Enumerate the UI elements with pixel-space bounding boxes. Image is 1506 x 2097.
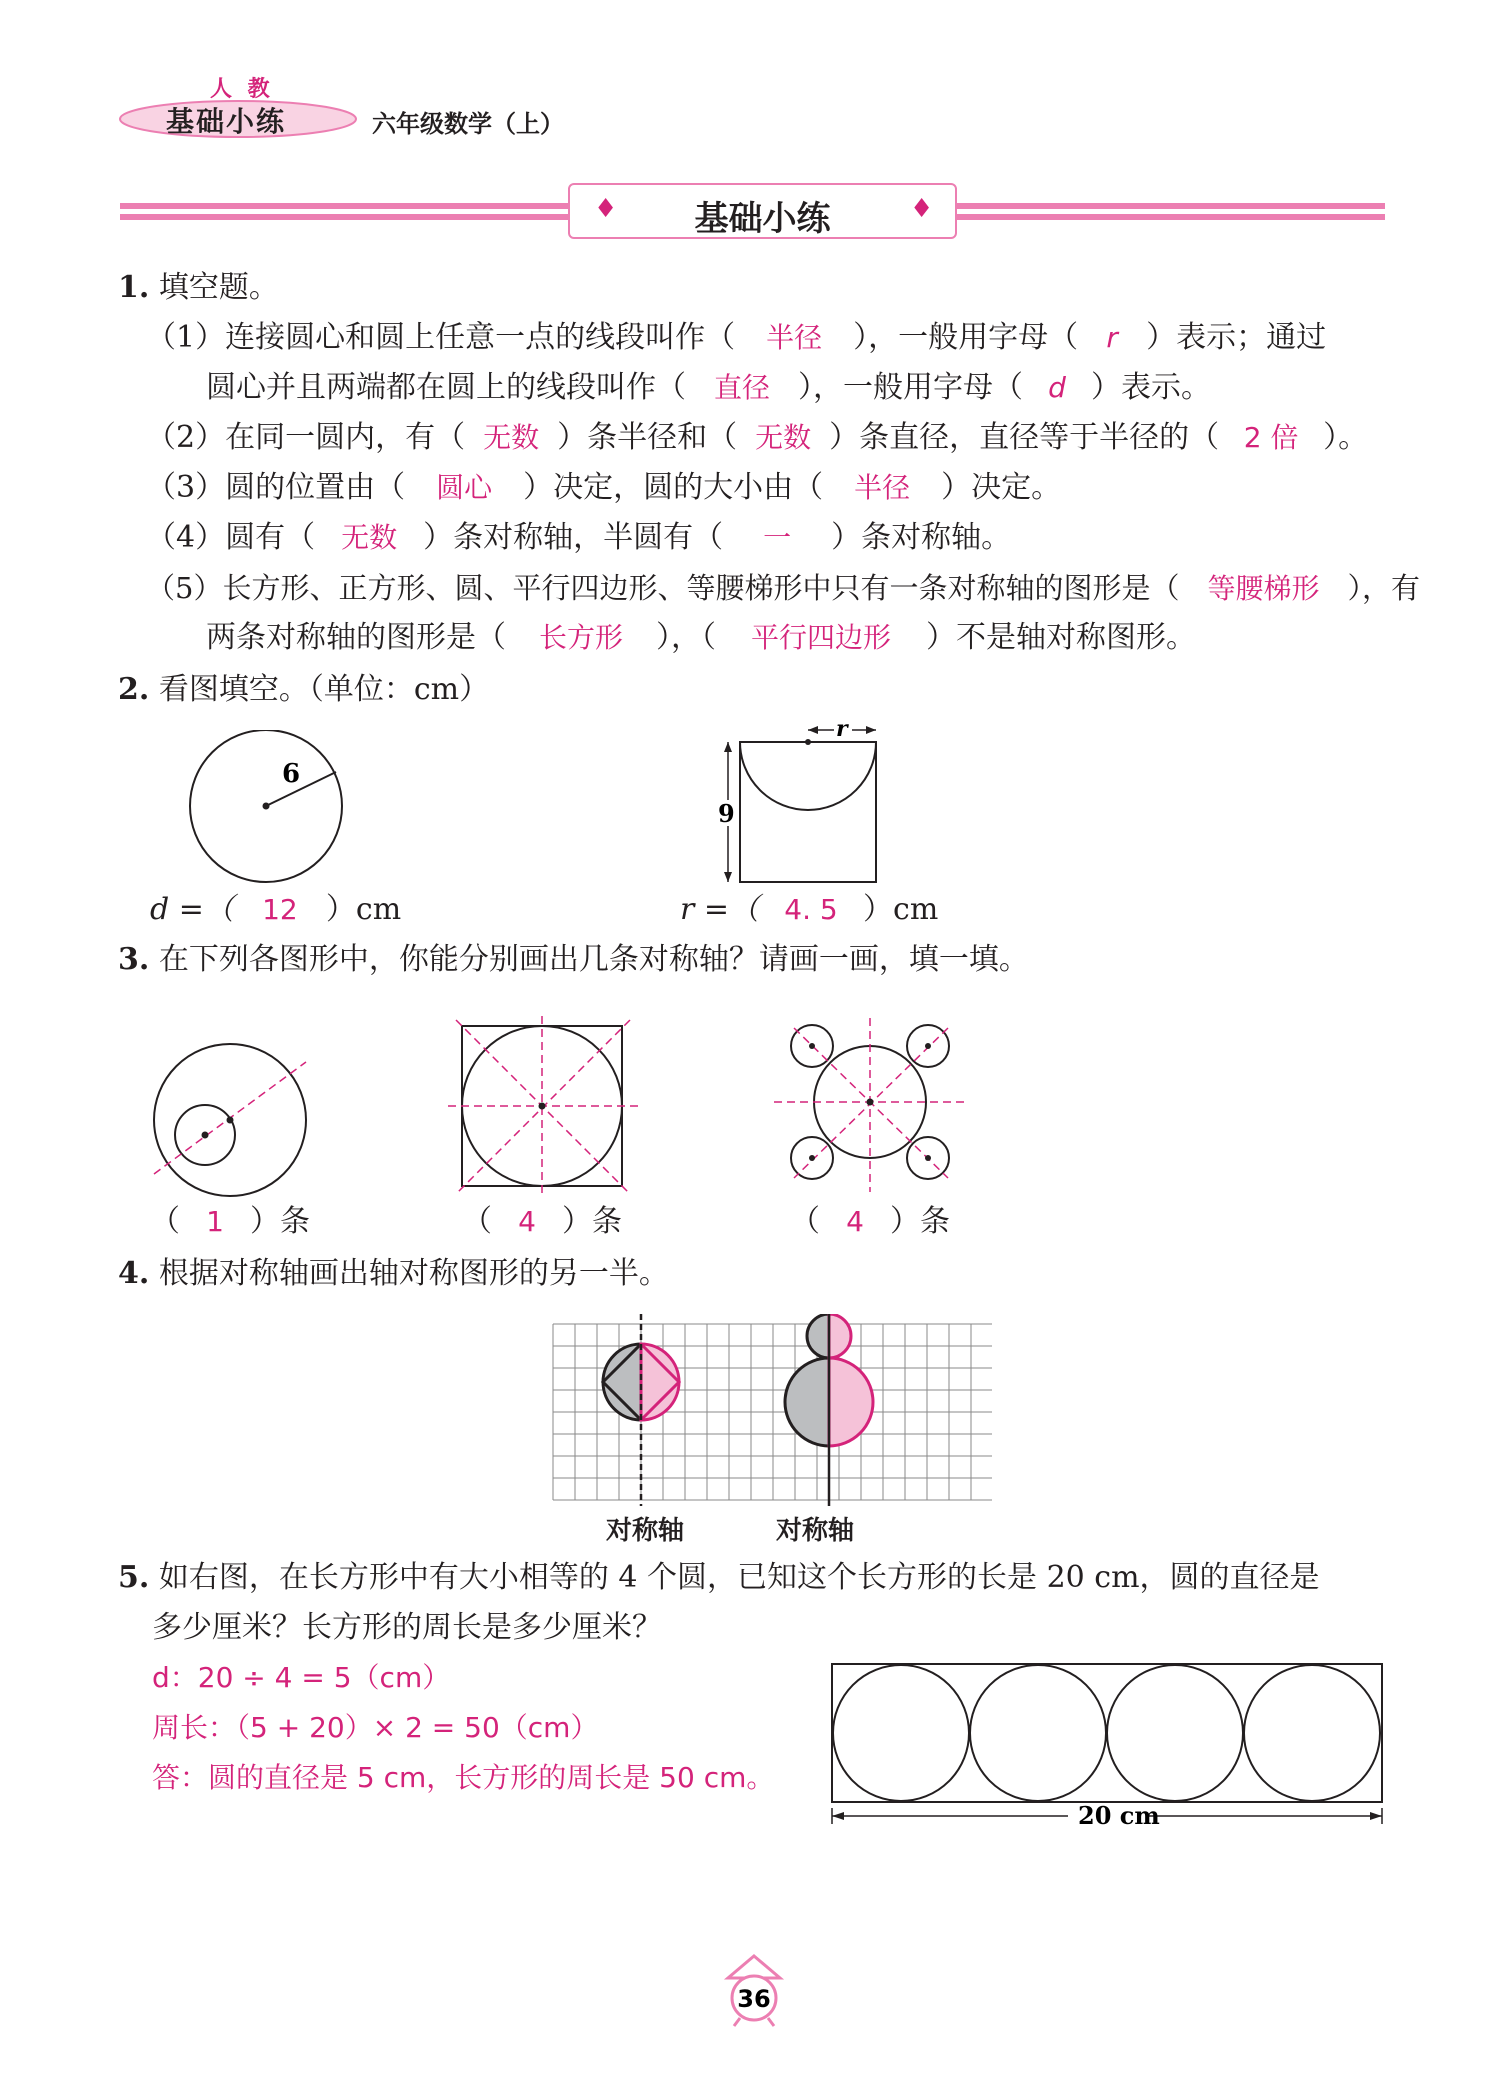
publisher-label: 人 教 xyxy=(210,77,274,102)
q5-line-1 xyxy=(118,1558,1320,1598)
answer: 2 倍 xyxy=(1243,421,1299,454)
text: ），一般用字母（ xyxy=(798,370,1023,405)
center-dot xyxy=(202,1132,209,1139)
grade-label: 六年级数学（上） xyxy=(372,110,564,138)
text: （1）连接圆心和圆上任意一点的线段叫作（ xyxy=(146,320,736,355)
answer: 平行四边形 xyxy=(750,621,891,654)
arrow-right-icon xyxy=(1370,1812,1382,1820)
circle xyxy=(1107,1665,1243,1801)
r-label: r xyxy=(836,722,848,742)
q3-figure-2 xyxy=(444,1008,644,1208)
answer: 等腰梯形 xyxy=(1207,572,1320,605)
q3-title: 在下列各图形中，你能分别画出几条对称轴？请画一画，填一填。 xyxy=(158,942,1029,977)
q5-answer-3: 答：圆的直径是 5 cm，长方形的周长是 50 cm。 xyxy=(152,1761,775,1794)
q2-square-figure xyxy=(712,722,892,892)
text: ），一般用字母（ xyxy=(853,320,1079,355)
answer: 长方形 xyxy=(538,621,623,654)
q5-answer-1: d：20 ÷ 4 = 5（cm） xyxy=(152,1661,451,1694)
text: ）cm xyxy=(863,892,939,927)
center-dot xyxy=(539,1103,546,1110)
q5-number: 5. xyxy=(118,1560,150,1595)
axis-label-1: 对称轴 xyxy=(606,1516,685,1546)
text: ）条 xyxy=(250,1204,310,1239)
text: 圆心并且两端都在圆上的线段叫作（ xyxy=(206,370,686,405)
q3-number: 3. xyxy=(118,942,150,977)
q2-number: 2. xyxy=(118,672,150,707)
text: （5）长方形、正方形、圆、平行四边形、等腰梯形中只有一条对称轴的图形是（ xyxy=(146,571,1180,605)
text: ）条对称轴。 xyxy=(831,520,1012,555)
q3-answer-1 xyxy=(150,1202,310,1242)
q1-number: 1. xyxy=(118,270,150,305)
center-dot xyxy=(809,1043,815,1049)
text: ）条 xyxy=(562,1204,622,1239)
q1-heading xyxy=(118,268,279,308)
drawn-half-big-circle xyxy=(829,1358,873,1446)
series-label: 基础小练 xyxy=(166,105,287,138)
q1-item-4 xyxy=(146,518,1011,558)
answer: r xyxy=(1106,321,1118,354)
q1-item-5-line-1 xyxy=(146,568,1420,609)
q5-line-2: 多少厘米？长方形的周长是多少厘米？ xyxy=(152,1610,662,1645)
text: ）表示；通过 xyxy=(1146,320,1327,355)
center-dot xyxy=(805,739,811,745)
text: （ xyxy=(790,1204,820,1239)
arrow-down-icon xyxy=(724,872,732,882)
q3-figure-1 xyxy=(140,1030,320,1210)
text: （ xyxy=(462,1204,492,1239)
arrow-right-icon xyxy=(866,726,876,734)
text: ）条 xyxy=(890,1204,950,1239)
q1-item-1-line-1 xyxy=(146,318,1326,358)
q2-blank-2 xyxy=(680,890,938,930)
text: r =（ xyxy=(680,892,760,927)
answer: d xyxy=(1048,371,1066,404)
text: （ xyxy=(150,1204,180,1239)
clock-leg xyxy=(734,2018,740,2026)
text: ）条半径和（ xyxy=(557,420,738,455)
text: ）表示。 xyxy=(1091,370,1211,405)
clock-leg xyxy=(768,2018,774,2026)
semicircle xyxy=(740,742,876,810)
diamond-left-icon: ♦ xyxy=(594,194,618,224)
center-dot xyxy=(227,1117,234,1124)
answer: 直径 xyxy=(713,371,770,404)
q1-item-5-line-2 xyxy=(206,618,1196,658)
answer: 半径 xyxy=(854,471,911,504)
answer: 圆心 xyxy=(436,471,493,504)
text: 两条对称轴的图形是（ xyxy=(206,620,506,655)
text: ）条对称轴，半圆有（ xyxy=(423,520,724,555)
q1-item-2 xyxy=(146,418,1368,458)
text: ）决定，圆的大小由（ xyxy=(523,470,824,505)
q4-title: 根据对称轴画出轴对称图形的另一半。 xyxy=(158,1256,669,1291)
center-dot xyxy=(925,1155,931,1161)
q3-answer-2 xyxy=(462,1202,622,1242)
answer: 无数 xyxy=(483,421,540,454)
q2-blank-1 xyxy=(150,890,401,930)
length-label: 20 cm xyxy=(1078,1801,1160,1828)
q3-answer-3 xyxy=(790,1202,950,1242)
q2-title: 看图填空。（单位：cm） xyxy=(158,672,490,707)
page-number-badge xyxy=(722,1952,786,2028)
q3-heading xyxy=(118,940,1029,980)
text: （3）圆的位置由（ xyxy=(146,470,406,505)
answer: 12 xyxy=(262,893,298,926)
page-number: 36 xyxy=(737,1985,771,2013)
q1-item-1-line-2 xyxy=(206,368,1211,408)
q1-item-3 xyxy=(146,468,1061,508)
arrow-left-icon xyxy=(832,1812,844,1820)
q1-title: 填空题。 xyxy=(158,270,279,305)
text: d =（ xyxy=(150,892,234,927)
text: （2）在同一圆内，有（ xyxy=(146,420,466,455)
center-dot xyxy=(263,803,270,810)
center-dot xyxy=(809,1155,815,1161)
circle xyxy=(1244,1665,1380,1801)
text: ）cm xyxy=(325,892,402,927)
q2-circle-figure xyxy=(180,730,360,900)
text: （4）圆有（ xyxy=(146,520,316,555)
q2-heading xyxy=(118,670,489,710)
text: ）不是轴对称图形。 xyxy=(926,620,1196,655)
answer: 4. 5 xyxy=(784,893,838,926)
answer: 4 xyxy=(846,1205,864,1238)
circle xyxy=(970,1665,1106,1801)
given-half-small-circle xyxy=(807,1314,829,1358)
answer: 1 xyxy=(206,1205,224,1238)
q5-figure xyxy=(828,1660,1388,1828)
axis-label-2: 对称轴 xyxy=(776,1516,855,1546)
center-dot xyxy=(867,1099,874,1106)
text: ）条直径，直径等于半径的（ xyxy=(829,420,1220,455)
arrow-up-icon xyxy=(724,742,732,752)
answer: 半径 xyxy=(766,321,823,354)
q5-answer-2: 周长：（5 + 20）× 2 = 50（cm） xyxy=(152,1711,599,1744)
circle xyxy=(833,1665,969,1801)
answer: 4 xyxy=(518,1205,536,1238)
q4-heading xyxy=(118,1254,669,1294)
text: ）。 xyxy=(1323,420,1369,455)
side-label: 9 xyxy=(718,799,735,828)
section-title-box xyxy=(568,183,957,239)
q5-text: 如右图，在长方形中有大小相等的 4 个圆，已知这个长方形的长是 20 cm，圆的直径是 xyxy=(158,1560,1320,1595)
answer: 无数 xyxy=(341,521,398,554)
section-title: 基础小练 xyxy=(694,199,831,239)
arrow-left-icon xyxy=(808,726,818,734)
radius-label: 6 xyxy=(282,759,301,789)
q4-grid-figure xyxy=(548,1314,992,1506)
q3-figure-3 xyxy=(772,1016,972,1196)
center-dot xyxy=(925,1043,931,1049)
square xyxy=(740,742,876,882)
answer: 一 xyxy=(763,521,792,554)
diamond-right-icon: ♦ xyxy=(910,194,934,224)
drawn-half-circle xyxy=(641,1344,679,1420)
text: ），有 xyxy=(1347,571,1420,605)
drawn-half-small-circle xyxy=(829,1314,851,1358)
q4-number: 4. xyxy=(118,1256,150,1291)
answer: 无数 xyxy=(755,421,812,454)
given-half-circle xyxy=(603,1344,641,1420)
radius-line xyxy=(266,772,336,806)
text: ）决定。 xyxy=(941,470,1062,505)
given-half-big-circle xyxy=(785,1358,829,1446)
text: ），（ xyxy=(656,620,716,655)
